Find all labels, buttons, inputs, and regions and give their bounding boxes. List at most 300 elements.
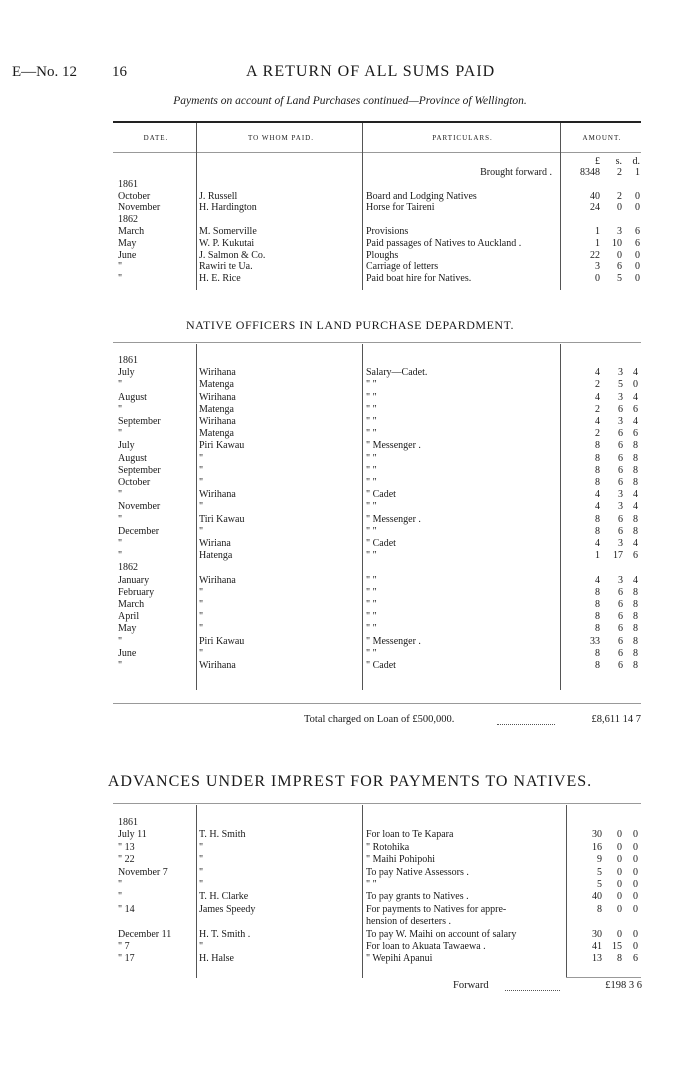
table-row xyxy=(0,428,700,440)
pence-cell: 8 xyxy=(633,647,638,659)
pounds-cell: 1 xyxy=(595,237,600,249)
particulars-cell: " " xyxy=(366,477,377,488)
advances-title: ADVANCES UNDER IMPREST FOR PAYMENTS TO NATIVES. xyxy=(107,773,593,790)
shillings-cell: 6 xyxy=(617,261,622,273)
pounds-cell: 30 xyxy=(592,829,602,841)
payee-cell: " xyxy=(199,452,204,464)
date-cell: September xyxy=(118,416,161,427)
table-row xyxy=(0,842,700,854)
table-row xyxy=(0,379,700,391)
table2-top-rule xyxy=(113,342,641,343)
payee-cell: Wirihana xyxy=(199,367,236,379)
particulars-cell: " " xyxy=(366,611,377,623)
forward-amount: £198 3 6 xyxy=(605,980,642,991)
date-cell: November 7 xyxy=(118,866,168,878)
particulars-cell: " " xyxy=(366,879,377,890)
table-row xyxy=(0,416,700,428)
payee-cell: Wirihana xyxy=(199,391,236,403)
date-cell: June xyxy=(118,647,137,659)
shillings-cell: 6 xyxy=(618,428,623,440)
particulars-cell: " " xyxy=(366,501,377,513)
payee-cell: Wirihana xyxy=(199,574,236,586)
payee-cell: Tiri Kawau xyxy=(199,513,245,525)
table-row xyxy=(0,191,700,203)
table-row xyxy=(0,202,700,214)
table-row xyxy=(0,916,700,928)
pence-cell: 4 xyxy=(633,574,638,586)
shillings-cell: 0 xyxy=(617,829,622,841)
date-cell: December xyxy=(118,525,160,537)
table-row xyxy=(0,623,700,635)
particulars-cell: " " xyxy=(366,647,377,659)
table-row xyxy=(0,465,700,477)
table-row xyxy=(0,367,700,379)
pounds-cell: 3 xyxy=(595,261,600,273)
particulars-cell: " Messenger . xyxy=(366,513,421,525)
forward-label: Forward xyxy=(453,980,489,991)
pounds-cell: 4 xyxy=(595,416,600,427)
shillings-cell: 0 xyxy=(617,903,622,915)
table-row xyxy=(0,550,700,562)
date-cell: May xyxy=(118,237,137,249)
date-cell: September xyxy=(118,464,161,476)
particulars-cell: " " xyxy=(366,379,377,391)
date-cell: July xyxy=(118,440,135,452)
pence-cell: 0 xyxy=(633,866,638,878)
date-cell: " xyxy=(118,403,123,415)
date-cell: 1862 xyxy=(118,214,138,226)
date-cell: " xyxy=(118,660,123,671)
pounds-cell: 4 xyxy=(595,391,600,403)
shillings-cell: 6 xyxy=(618,599,623,610)
date-cell: February xyxy=(118,586,155,598)
pounds-cell: 40 xyxy=(590,190,600,202)
date-cell: 1861 xyxy=(118,355,138,366)
payee-cell: J. Russell xyxy=(199,190,238,202)
pounds-cell: 5 xyxy=(597,879,602,890)
pence-cell: 8 xyxy=(633,513,638,525)
pounds-cell: 8 xyxy=(595,452,600,464)
pounds-cell: 8 xyxy=(595,647,600,659)
particulars-cell: " Cadet xyxy=(366,538,396,549)
particulars-cell: " Rotohika xyxy=(366,841,410,853)
date-cell: " 7 xyxy=(118,941,130,952)
table-row xyxy=(0,501,700,513)
pounds-cell: 8 xyxy=(597,903,602,915)
payee-cell: Wirihana xyxy=(199,489,236,501)
shillings-cell: 8 xyxy=(617,953,622,965)
payee-cell: James Speedy xyxy=(199,903,256,915)
particulars-cell: " " xyxy=(366,416,377,427)
page-number: 16 xyxy=(112,64,127,80)
particulars-cell: " " xyxy=(366,452,377,464)
particulars-cell: For payments to Natives for appre- xyxy=(366,903,507,915)
particulars-cell: " " xyxy=(366,623,377,635)
pence-cell: 8 xyxy=(633,464,638,476)
pence-cell: 0 xyxy=(633,829,638,841)
shillings-cell: 17 xyxy=(613,550,623,562)
particulars-cell: " " xyxy=(366,550,377,562)
pounds-cell: 40 xyxy=(592,891,602,903)
particulars-cell: " " xyxy=(366,525,377,537)
table-row xyxy=(0,226,700,238)
shillings-cell: 6 xyxy=(618,635,623,647)
shillings-cell: 3 xyxy=(618,489,623,501)
payee-cell: " xyxy=(199,586,204,598)
pence-cell: 8 xyxy=(633,635,638,647)
shillings-cell: 6 xyxy=(618,452,623,464)
date-cell: October xyxy=(118,477,151,488)
table-row xyxy=(0,599,700,611)
pounds-cell: 8 xyxy=(595,586,600,598)
table-row xyxy=(0,214,700,226)
shillings-cell: 6 xyxy=(618,525,623,537)
pence-cell: 0 xyxy=(635,190,640,202)
pounds-cell: 2 xyxy=(595,403,600,415)
table-row xyxy=(0,250,700,262)
payee-cell: " xyxy=(199,623,204,635)
date-cell: 1862 xyxy=(118,562,138,574)
shillings-cell: 3 xyxy=(617,226,622,237)
particulars-cell: " Messenger . xyxy=(366,635,421,647)
table-row xyxy=(0,611,700,623)
payee-cell: Hatenga xyxy=(199,550,233,562)
date-cell: " xyxy=(118,550,123,562)
payee-cell: Piri Kawau xyxy=(199,635,245,647)
table-row xyxy=(0,167,700,179)
payee-cell: T. H. Smith xyxy=(199,829,246,841)
date-cell: " xyxy=(118,891,123,903)
payee-cell: " xyxy=(199,501,204,513)
date-cell: March xyxy=(118,599,145,610)
shillings-cell: 0 xyxy=(617,891,622,903)
pounds-cell: 4 xyxy=(595,367,600,379)
payee-cell: H. Halse xyxy=(199,953,234,965)
payee-cell: Wirihana xyxy=(199,416,236,427)
particulars-cell: " " xyxy=(366,428,377,440)
table-row xyxy=(0,904,700,916)
document-reference: E—No. 12 xyxy=(12,64,77,80)
shillings-cell: 6 xyxy=(618,403,623,415)
payee-cell: H. Hardington xyxy=(199,202,257,214)
table-row xyxy=(0,854,700,866)
payee-cell: Piri Kawau xyxy=(199,440,245,452)
particulars-cell: " Wepihi Apanui xyxy=(366,953,433,965)
date-cell: " xyxy=(118,513,123,525)
shillings-cell: 5 xyxy=(618,379,623,391)
table-row xyxy=(0,355,700,367)
payee-cell: T. H. Clarke xyxy=(199,891,249,903)
pounds-cell: 8 xyxy=(595,464,600,476)
pence-cell: 1 xyxy=(635,167,640,178)
pounds-cell: 1 xyxy=(595,550,600,562)
shillings-cell: 0 xyxy=(617,841,622,853)
pence-cell: 0 xyxy=(633,379,638,391)
payee-cell: " xyxy=(199,611,204,623)
pounds-cell: 8 xyxy=(595,440,600,452)
particulars-cell: " Maihi Pohipohi xyxy=(366,854,436,866)
table3-bottom-rule xyxy=(566,977,641,978)
table-row xyxy=(0,648,700,660)
pence-cell: 4 xyxy=(633,391,638,403)
pounds-cell: 22 xyxy=(590,249,600,261)
date-cell: August xyxy=(118,391,147,403)
particulars-cell: Ploughs xyxy=(366,249,399,261)
pounds-cell: 2 xyxy=(595,428,600,440)
shillings-cell: 6 xyxy=(618,611,623,623)
shillings-cell: 2 xyxy=(617,190,622,202)
payee-cell: " xyxy=(199,599,204,610)
date-cell: " 17 xyxy=(118,953,135,965)
pence-symbol: d. xyxy=(632,156,640,167)
col-amount: AMOUNT. xyxy=(582,134,622,142)
pence-cell: 8 xyxy=(633,611,638,623)
shillings-cell: 6 xyxy=(618,660,623,671)
table-row xyxy=(0,660,700,672)
pence-cell: 0 xyxy=(635,273,640,285)
pence-cell: 6 xyxy=(633,403,638,415)
pence-cell: 8 xyxy=(633,452,638,464)
shillings-cell: 6 xyxy=(618,464,623,476)
pence-cell: 6 xyxy=(633,428,638,440)
pence-cell: 4 xyxy=(633,416,638,427)
date-cell: " xyxy=(118,635,123,647)
pence-cell: 6 xyxy=(635,226,640,237)
payee-cell: Rawiri te Ua. xyxy=(199,261,253,273)
col-particulars: PARTICULARS. xyxy=(432,134,493,142)
payee-cell: " xyxy=(199,941,204,952)
shillings-cell: 3 xyxy=(618,538,623,549)
shillings-cell: 0 xyxy=(617,928,622,940)
pence-cell: 0 xyxy=(635,261,640,273)
particulars-cell: To pay grants to Natives . xyxy=(366,891,469,903)
pence-cell: 4 xyxy=(633,501,638,513)
pence-cell: 0 xyxy=(633,903,638,915)
date-cell: " xyxy=(118,428,123,440)
pounds-cell: 8 xyxy=(595,525,600,537)
particulars-cell: Provisions xyxy=(366,226,409,237)
table-row xyxy=(0,562,700,574)
shillings-cell: 6 xyxy=(618,440,623,452)
particulars-cell: Carriage of letters xyxy=(366,261,439,273)
payee-cell: Wiriana xyxy=(199,538,231,549)
pounds-cell: 16 xyxy=(592,841,602,853)
table-row xyxy=(0,817,700,829)
table-row xyxy=(0,261,700,273)
table-row xyxy=(0,538,700,550)
table3-top-rule xyxy=(113,803,641,804)
pounds-cell: 9 xyxy=(597,854,602,866)
payee-cell: Matenga xyxy=(199,428,234,440)
pounds-cell: 8 xyxy=(595,599,600,610)
shillings-cell: 0 xyxy=(617,249,622,261)
pounds-cell: 8348 xyxy=(580,167,600,178)
date-cell: " 13 xyxy=(118,841,135,853)
shillings-cell: 6 xyxy=(618,623,623,635)
particulars-cell: Paid boat hire for Natives. xyxy=(366,273,472,285)
table-row xyxy=(0,867,700,879)
pence-cell: 0 xyxy=(633,941,638,952)
particulars-cell: For loan to Akuata Tawaewa . xyxy=(366,941,486,952)
date-cell: April xyxy=(118,611,140,623)
pence-cell: 0 xyxy=(633,879,638,890)
date-cell: " xyxy=(118,379,123,391)
particulars-cell: " " xyxy=(366,403,377,415)
date-cell: " xyxy=(118,273,123,285)
forward-leader xyxy=(505,990,560,991)
pence-cell: 4 xyxy=(633,367,638,379)
pounds-cell: 8 xyxy=(595,513,600,525)
payee-cell: " xyxy=(199,525,204,537)
payee-cell: " xyxy=(199,647,204,659)
payee-cell: " xyxy=(199,464,204,476)
pounds-cell: 30 xyxy=(592,928,602,940)
pounds-cell: 4 xyxy=(595,574,600,586)
table-row xyxy=(0,489,700,501)
pence-cell: 8 xyxy=(633,586,638,598)
shillings-cell: 3 xyxy=(618,367,623,379)
table-row xyxy=(0,829,700,841)
shillings-cell: 3 xyxy=(618,574,623,586)
date-cell: " xyxy=(118,489,123,501)
pence-cell: 0 xyxy=(633,928,638,940)
date-cell: July xyxy=(118,367,135,379)
table1-top-rule xyxy=(113,121,641,123)
pounds-symbol: £ xyxy=(595,156,600,167)
payee-cell: " xyxy=(199,841,204,853)
shillings-cell: 6 xyxy=(618,477,623,488)
total-label: Total charged on Loan of £500,000. xyxy=(304,714,455,725)
pounds-cell: 24 xyxy=(590,202,600,214)
native-officers-title: NATIVE OFFICERS IN LAND PURCHASE DEPARDMENT. xyxy=(185,318,515,332)
date-cell: October xyxy=(118,190,151,202)
particulars-cell: To pay W. Maihi on account of salary xyxy=(366,928,517,940)
table-row xyxy=(0,404,700,416)
payee-cell: " xyxy=(199,866,204,878)
pence-cell: 6 xyxy=(633,953,638,965)
table-row xyxy=(0,453,700,465)
pounds-cell: 0 xyxy=(595,273,600,285)
table-row xyxy=(0,179,700,191)
date-cell: November xyxy=(118,501,161,513)
date-cell: June xyxy=(118,249,137,261)
pence-cell: 4 xyxy=(633,538,638,549)
payee-cell: W. P. Kukutai xyxy=(199,237,255,249)
col-date: DATE. xyxy=(143,134,169,142)
date-cell: August xyxy=(118,452,147,464)
table-row xyxy=(0,941,700,953)
pounds-cell: 8 xyxy=(595,477,600,488)
date-cell: " 22 xyxy=(118,854,135,866)
pounds-cell: 41 xyxy=(592,941,602,952)
table-row xyxy=(0,953,700,965)
table-row xyxy=(0,879,700,891)
date-cell: " xyxy=(118,538,123,549)
pence-cell: 8 xyxy=(633,623,638,635)
pence-cell: 8 xyxy=(633,599,638,610)
shillings-cell: 3 xyxy=(618,416,623,427)
date-cell: December 11 xyxy=(118,928,172,940)
table-row xyxy=(0,392,700,404)
table-row xyxy=(0,514,700,526)
particulars-cell: " Cadet xyxy=(366,489,396,501)
pence-cell: 0 xyxy=(633,841,638,853)
pounds-cell: 8 xyxy=(595,623,600,635)
pounds-cell: 8 xyxy=(595,611,600,623)
date-cell: " 14 xyxy=(118,903,135,915)
date-cell: " xyxy=(118,879,123,890)
pounds-cell: 8 xyxy=(595,660,600,671)
table-row xyxy=(0,477,700,489)
pounds-cell: 4 xyxy=(595,538,600,549)
payee-cell: Matenga xyxy=(199,403,234,415)
date-cell: November xyxy=(118,202,161,214)
payee-cell: " xyxy=(199,477,204,488)
shillings-cell: 2 xyxy=(617,167,622,178)
particulars-cell: " " xyxy=(366,574,377,586)
payee-cell: M. Somerville xyxy=(199,226,257,237)
shillings-cell: 6 xyxy=(618,513,623,525)
pounds-cell: 5 xyxy=(597,866,602,878)
particulars-cell: Brought forward . xyxy=(480,167,552,178)
date-cell: May xyxy=(118,623,137,635)
table-row xyxy=(0,587,700,599)
date-cell: 1861 xyxy=(118,178,138,190)
page-title: A RETURN OF ALL SUMS PAID xyxy=(246,63,496,80)
particulars-cell: hension of deserters . xyxy=(366,916,451,928)
shillings-cell: 0 xyxy=(617,866,622,878)
pounds-cell: 4 xyxy=(595,489,600,501)
pence-cell: 4 xyxy=(633,489,638,501)
pence-cell: 8 xyxy=(633,477,638,488)
particulars-cell: " Cadet xyxy=(366,660,396,671)
shillings-cell: 0 xyxy=(617,854,622,866)
table-row xyxy=(0,636,700,648)
table-row xyxy=(0,929,700,941)
pounds-cell: 4 xyxy=(595,501,600,513)
pence-cell: 0 xyxy=(635,249,640,261)
table-row xyxy=(0,238,700,250)
shillings-cell: 3 xyxy=(618,501,623,513)
payee-cell: " xyxy=(199,854,204,866)
particulars-cell: " " xyxy=(366,391,377,403)
date-cell: March xyxy=(118,226,145,237)
pence-cell: 0 xyxy=(635,202,640,214)
pounds-cell: 1 xyxy=(595,226,600,237)
pence-cell: 8 xyxy=(633,440,638,452)
shillings-cell: 0 xyxy=(617,202,622,214)
date-cell: July 11 xyxy=(118,829,147,841)
shillings-cell: 3 xyxy=(618,391,623,403)
total-leader xyxy=(497,724,555,725)
particulars-cell: For loan to Te Kapara xyxy=(366,829,454,841)
page-subtitle: Payments on account of Land Purchases continued—Province of Wellington. xyxy=(173,95,527,107)
pounds-cell: 13 xyxy=(592,953,602,965)
date-cell: " xyxy=(118,261,123,273)
payee-cell: J. Salmon & Co. xyxy=(199,249,266,261)
particulars-cell: " " xyxy=(366,599,377,610)
date-cell: January xyxy=(118,574,150,586)
total-amount: £8,611 14 7 xyxy=(591,714,641,725)
shillings-cell: 6 xyxy=(618,647,623,659)
shillings-symbol: s. xyxy=(615,156,622,167)
payee-cell: H. T. Smith . xyxy=(199,928,251,940)
pence-cell: 6 xyxy=(633,550,638,562)
date-cell: 1861 xyxy=(118,817,138,828)
pence-cell: 0 xyxy=(633,891,638,903)
pounds-cell: 2 xyxy=(595,379,600,391)
payee-cell: H. E. Rice xyxy=(199,273,241,285)
